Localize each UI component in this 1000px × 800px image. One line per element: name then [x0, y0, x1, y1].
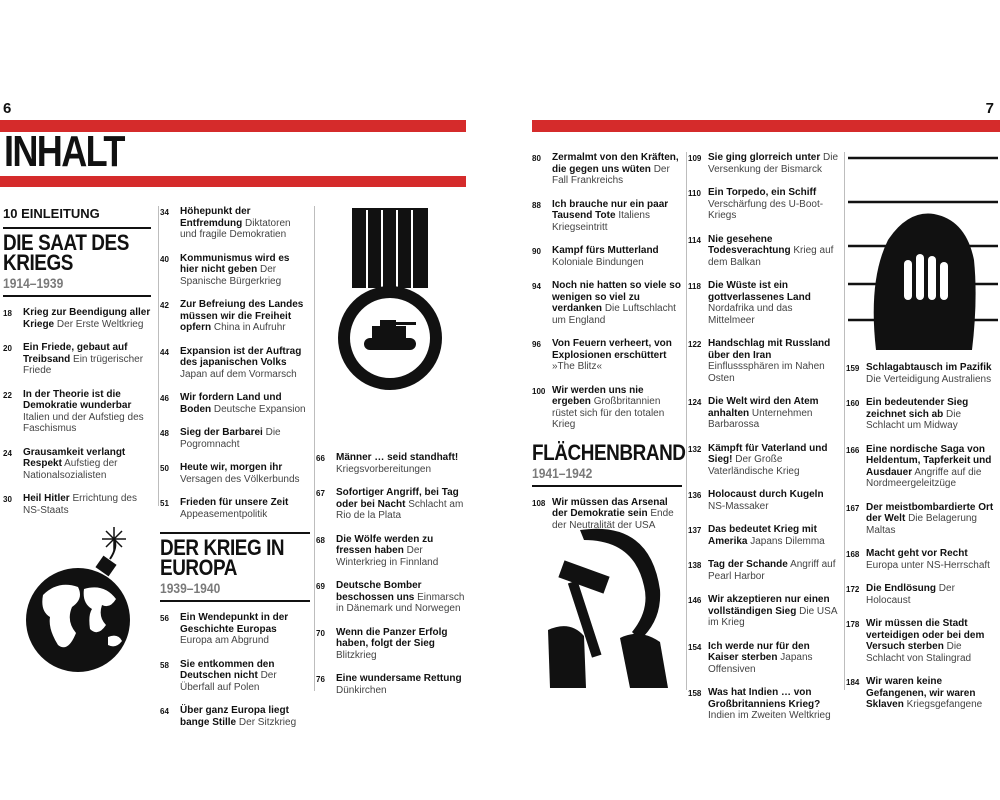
- toc-entry-subtitle: Nordafrika und das Mittelmeer: [708, 303, 793, 326]
- toc-entry-subtitle: Europa unter NS-Herrschaft: [866, 559, 990, 571]
- toc-column-2: [160, 206, 310, 740]
- toc-page-number: 88: [532, 200, 541, 210]
- toc-entry-subtitle: Angriff auf Pearl Harbor: [708, 559, 836, 582]
- toc-page-number: 48: [160, 429, 169, 438]
- toc-entry-title: Kommunismus wird es hier nicht geben: [180, 252, 290, 275]
- toc-page-number: 137: [688, 526, 702, 535]
- toc-page-number: 138: [688, 561, 702, 570]
- toc-page-number: 68: [316, 535, 325, 545]
- toc-entry-title: Von Feuern verheert, von Explosionen erschüttert: [552, 338, 672, 361]
- toc-entry-title: Schlagabtausch im Pazifik: [866, 362, 992, 373]
- toc-page-number: 70: [316, 628, 325, 638]
- toc-page-number: 108: [532, 498, 546, 508]
- toc-entry[interactable]: [846, 502, 996, 537]
- toc-entry-title: Die Wölfe werden zu fressen haben: [336, 533, 434, 556]
- toc-page-number: 44: [160, 347, 169, 357]
- toc-entry[interactable]: [688, 594, 840, 629]
- toc-entry[interactable]: [316, 534, 468, 569]
- top-red-bar-right: [532, 120, 1000, 132]
- toc-entry-subtitle: Italiens Kriegseintritt: [552, 210, 650, 233]
- toc-entry-title: Wir müssen das Arsenal der Demokratie sein: [552, 496, 668, 519]
- toc-entry[interactable]: [3, 389, 151, 435]
- section-rule: [160, 600, 310, 602]
- toc-entry[interactable]: [532, 199, 682, 234]
- toc-entry-title: Höhepunkt der Entfremdung: [180, 206, 251, 229]
- toc-entry-title: Über ganz Europa liegt bange Stille: [180, 705, 289, 728]
- medal-illustration: [330, 208, 450, 398]
- toc-page-number: 46: [160, 394, 169, 403]
- toc-entry-subtitle: Diktatoren und fragile Demokratien: [180, 217, 291, 240]
- toc-entry[interactable]: [688, 152, 840, 175]
- toc-entry[interactable]: [688, 396, 840, 431]
- toc-entry[interactable]: [160, 497, 310, 520]
- toc-page-number: 90: [532, 247, 541, 256]
- toc-entry-subtitle: NS-Massaker: [708, 500, 769, 512]
- toc-entry[interactable]: [688, 443, 840, 478]
- section-rule: [532, 485, 682, 487]
- toc-entry-subtitle: Kriegsgefangene: [906, 699, 983, 710]
- column-divider: [158, 206, 159, 506]
- toc-page-number: 100: [532, 386, 546, 396]
- toc-page-number: 178: [846, 620, 860, 629]
- toc-entry[interactable]: [3, 307, 151, 330]
- toc-entry-subtitle: Die Verteidigung Australiens: [866, 373, 992, 385]
- toc-page-number: 50: [160, 464, 169, 473]
- toc-entry-subtitle: Die Schlacht von Stalingrad: [866, 641, 972, 664]
- toc-entry-subtitle: Aufstieg der Nationalsozialisten: [23, 458, 118, 481]
- toc-entry-subtitle: Einmarsch in Dänemark und Norwegen: [336, 591, 465, 614]
- toc-entry[interactable]: [532, 385, 682, 431]
- toc-entry[interactable]: [160, 346, 310, 381]
- toc-entry-title: Sofortiger Angriff, bei Tag oder bei Nacht: [336, 487, 459, 510]
- toc-entry[interactable]: [688, 187, 840, 222]
- toc-page-number: 110: [688, 189, 701, 198]
- toc-entry[interactable]: [160, 253, 310, 288]
- toc-page-number: 24: [3, 448, 12, 458]
- toc-entry[interactable]: [532, 152, 682, 187]
- toc-entry[interactable]: [688, 338, 840, 384]
- toc-entry-title: Sieg der Barbarei: [180, 427, 263, 438]
- toc-entry[interactable]: [316, 673, 468, 696]
- toc-entry[interactable]: [316, 452, 468, 475]
- section-years: 1939–1940: [160, 580, 221, 596]
- toc-page-number: 18: [3, 309, 12, 318]
- toc-entry-title: Grausamkeit verlangt Respekt: [23, 446, 126, 469]
- toc-page-number: 184: [846, 678, 860, 687]
- toc-entry-title: Ein Friede, gebaut auf Treibsand: [23, 342, 128, 365]
- toc-entry[interactable]: [688, 559, 840, 582]
- toc-entry-title: Heil Hitler: [23, 493, 70, 504]
- toc-entry-title: Noch nie hatten so viele so wenigen so viel zu verdanken: [552, 280, 681, 314]
- toc-page-number: 132: [688, 444, 702, 454]
- toc-entry[interactable]: [688, 234, 840, 269]
- toc-entry-subtitle: Indien im Zweiten Weltkrieg: [708, 710, 831, 721]
- toc-entry-subtitle: Angriffe auf die Nordmeergeleitzüge: [866, 466, 982, 489]
- toc-page-number: 34: [160, 208, 169, 217]
- section-rule: [160, 532, 310, 534]
- barbed-wire-illustration: [848, 150, 998, 350]
- toc-entry-subtitle: Der Spanische Bürgerkrieg: [180, 264, 282, 287]
- toc-entry[interactable]: [532, 245, 682, 268]
- toc-entry-subtitle: Die Luftschlacht um England: [552, 303, 676, 326]
- toc-entry-subtitle: Einflusssphären im Nahen Osten: [708, 361, 825, 384]
- section-title: DER KRIEG IN EUROPA: [160, 535, 285, 580]
- toc-entry-subtitle: Die Schlacht um Midway: [866, 408, 962, 431]
- toc-entry-title: Handschlag mit Russland über den Iran: [708, 338, 831, 361]
- toc-column-4: [532, 152, 686, 543]
- toc-page-number: 146: [688, 596, 702, 605]
- toc-page-number: 22: [3, 390, 12, 400]
- toc-entry-title: Wir fordern Land und Boden: [180, 392, 282, 415]
- toc-entry[interactable]: [688, 641, 840, 676]
- toc-entry-title: Nie gesehene Todesverachtung: [708, 233, 791, 256]
- toc-entry[interactable]: [846, 583, 996, 606]
- toc-entry-subtitle: Ende der Neutralität der USA: [552, 508, 674, 531]
- toc-entry-subtitle: Der Winterkrieg in Finnland: [336, 545, 439, 568]
- toc-entry-subtitle: Die Belagerung Maltas: [866, 513, 977, 536]
- toc-entry-title: Holocaust durch Kugeln: [708, 489, 824, 500]
- toc-entry-subtitle: Dünkirchen: [336, 684, 387, 696]
- right-page-number: 7: [985, 100, 994, 117]
- toc-entry-title: Kampf fürs Mutterland: [552, 245, 659, 256]
- toc-entry-subtitle: Versagen des Völkerbunds: [180, 473, 300, 485]
- toc-entry[interactable]: [160, 427, 310, 450]
- toc-page-number: 40: [160, 254, 169, 264]
- toc-entry[interactable]: [3, 342, 151, 377]
- toc-entry-subtitle: Der Holocaust: [866, 583, 955, 606]
- toc-entry-title: In der Theorie ist die Demokratie wunderbar: [23, 388, 132, 411]
- toc-page-number: 118: [688, 282, 701, 291]
- toc-entry-title: Wenn die Panzer Erfolg haben, folgt der Sieg: [336, 626, 448, 649]
- toc-page-number: 69: [316, 582, 325, 591]
- toc-entry-title: Der meistbombardierte Ort der Welt: [866, 501, 994, 524]
- toc-page-number: 42: [160, 301, 169, 310]
- bomb-globe-illustration: [18, 525, 148, 675]
- toc-page-number: 30: [3, 495, 12, 504]
- toc-entry[interactable]: [688, 489, 840, 512]
- toc-entry[interactable]: [160, 206, 310, 241]
- toc-entry-subtitle: Der Sitzkrieg: [238, 716, 297, 728]
- toc-page-number: 67: [316, 489, 325, 498]
- toc-entry-title: Die Welt wird den Atem anhalten: [708, 396, 819, 419]
- toc-entry[interactable]: [160, 659, 310, 694]
- toc-page-number: 20: [3, 344, 12, 353]
- toc-column-3: [316, 452, 468, 708]
- toc-entry[interactable]: [160, 299, 310, 334]
- toc-entry[interactable]: [316, 487, 468, 522]
- toc-page-number: 66: [316, 454, 325, 463]
- toc-entry[interactable]: [688, 280, 840, 326]
- section-rule: [3, 227, 151, 229]
- toc-entry-subtitle: »The Blitz«: [552, 361, 603, 372]
- toc-page-number: 136: [688, 491, 702, 500]
- intro-link[interactable]: 10 EINLEITUNG: [3, 206, 100, 221]
- toc-entry-title: Eine wundersame Rettung: [336, 673, 462, 684]
- toc-entry-subtitle: Der Überfall auf Polen: [180, 670, 277, 693]
- toc-entry-subtitle: Verschärfung des U-Boot-Kriegs: [708, 198, 824, 221]
- toc-entry[interactable]: [688, 524, 840, 547]
- toc-page-number: 167: [846, 503, 860, 513]
- toc-entry-subtitle: Der Erste Weltkrieg: [56, 318, 144, 330]
- toc-entry-title: Ich brauche nur ein paar Tausend Tote: [552, 198, 669, 221]
- toc-entry-subtitle: Italien und der Aufstieg des Faschismus: [23, 411, 144, 434]
- toc-entry-title: Expansion ist der Auftrag des japanischen Volks: [180, 345, 302, 368]
- toc-entry-title: Wir werden uns nie ergeben: [552, 384, 644, 407]
- toc-page-number: 96: [532, 340, 541, 349]
- toc-entry-title: Zermalmt von den Kräften, die gegen uns wüten: [552, 152, 679, 175]
- toc-entry-title: Ich werde nur für den Kaiser sterben: [708, 640, 810, 663]
- toc-entry-title: Frieden für unsere Zeit: [180, 497, 289, 508]
- toc-page-number: 168: [846, 550, 860, 559]
- toc-entry[interactable]: [3, 493, 151, 516]
- toc-entry[interactable]: [160, 705, 310, 728]
- toc-entry-title: Ein Wendepunkt in der Geschichte Europas: [180, 612, 289, 635]
- toc-entry-subtitle: Unternehmen Barbarossa: [708, 407, 813, 430]
- toc-entry-title: Ein bedeutender Sieg zeichnet sich ab: [866, 397, 969, 420]
- toc-entry-title: Kämpft für Vaterland und Sieg!: [708, 442, 828, 465]
- section-title: FLÄCHENBRAND: [532, 439, 686, 465]
- column-divider: [314, 206, 315, 691]
- toc-page-number: 172: [846, 585, 860, 594]
- column-divider: [844, 152, 845, 690]
- toc-entry[interactable]: [160, 462, 310, 485]
- toc-entry[interactable]: [160, 392, 310, 415]
- toc-entry-title: Wir müssen die Stadt verteidigen oder bei dem Versuch sterben: [866, 618, 985, 652]
- toc-entry-subtitle: Die Pogromnacht: [180, 427, 281, 450]
- toc-entry[interactable]: [846, 548, 996, 571]
- toc-page-number: 58: [160, 660, 169, 670]
- toc-entry-subtitle: Kriegsvorbereitungen: [336, 463, 432, 475]
- toc-entry-subtitle: Schlacht am Rio de la Plata: [336, 498, 464, 521]
- toc-column-1: [3, 206, 151, 528]
- toc-entry-title: Deutsche Bomber beschossen uns: [336, 580, 422, 603]
- toc-entry-subtitle: Koloniale Bindungen: [552, 256, 644, 268]
- column-divider: [686, 152, 687, 690]
- toc-entry-title: Wir akzeptieren nur einen vollständigen Sieg: [708, 594, 830, 617]
- toc-entry-title: Was hat Indien … von Großbritanniens Krieg?: [708, 687, 821, 710]
- toc-entry-subtitle: Krieg auf dem Balkan: [708, 245, 834, 268]
- section-title: DIE SAAT DES KRIEGS: [3, 230, 129, 275]
- toc-entry-title: Tag der Schande: [708, 559, 788, 570]
- toc-entry-subtitle: Die USA im Krieg: [708, 605, 837, 628]
- toc-page-number: 56: [160, 614, 169, 623]
- section-years: 1914–1939: [3, 275, 64, 291]
- toc-entry[interactable]: [160, 612, 310, 647]
- toc-entry-subtitle: Japans Dilemma: [750, 535, 825, 547]
- toc-entry-title: Krieg zur Beendigung aller Kriege: [23, 307, 151, 330]
- toc-entry[interactable]: [532, 338, 682, 373]
- toc-page-number: 76: [316, 675, 325, 684]
- toc-entry-title: Die Wüste ist ein gottverlassenes Land: [708, 280, 811, 303]
- toc-entry-subtitle: Der Fall Frankreichs: [552, 163, 670, 186]
- left-page-number: 6: [3, 100, 12, 117]
- toc-page-number: 109: [688, 154, 702, 163]
- toc-page-number: 122: [688, 340, 702, 349]
- toc-entry-title: Zur Befreiung des Landes müssen wir die Freiheit opfern: [180, 299, 304, 333]
- toc-page-number: 159: [846, 364, 860, 373]
- toc-entry-subtitle: Deutsche Expansion: [213, 403, 306, 415]
- toc-entry[interactable]: [846, 362, 996, 385]
- toc-entry-subtitle: Der Große Vaterländische Krieg: [708, 454, 800, 477]
- toc-entry[interactable]: [3, 447, 151, 482]
- toc-entry-subtitle: Japans Offensiven: [708, 652, 813, 675]
- toc-entry-subtitle: Appeasementpolitik: [180, 508, 268, 520]
- toc-page-number: 94: [532, 282, 541, 291]
- toc-entry[interactable]: [846, 444, 996, 490]
- toc-entry[interactable]: [846, 397, 996, 432]
- toc-entry[interactable]: [688, 687, 840, 722]
- toc-column-5: [688, 152, 840, 734]
- toc-entry-title: Ein Torpedo, ein Schiff: [708, 187, 817, 198]
- toc-entry[interactable]: [316, 627, 468, 662]
- section-rule: [3, 295, 151, 297]
- toc-entry-subtitle: China in Aufruhr: [213, 322, 286, 333]
- toc-entry-title: Männer … seid standhaft!: [336, 452, 459, 463]
- toc-page-number: 64: [160, 707, 169, 716]
- toc-entry-subtitle: Großbritannien rüstet sich für den totalen Krieg: [552, 396, 665, 430]
- toc-page-number: 114: [688, 235, 701, 245]
- toc-entry-title: Eine nordische Saga von Heldentum, Tapferkeit und Ausdauer: [866, 443, 992, 478]
- toc-page-number: 160: [846, 399, 860, 408]
- toc-entry-title: Die Endlösung: [866, 583, 936, 594]
- toc-entry-title: Wir waren keine Gefangenen, wir waren Sklaven: [866, 676, 976, 710]
- toc-entry-title: Heute wir, morgen ihr: [180, 462, 283, 473]
- toc-entry[interactable]: [316, 580, 468, 615]
- toc-entry[interactable]: [532, 280, 682, 326]
- section-years: 1941–1942: [532, 464, 593, 481]
- hammer-sickle-illustration: [540, 510, 680, 690]
- toc-entry-title: Macht geht vor Recht: [866, 548, 968, 559]
- toc-entry-subtitle: Errichtung des NS-Staats: [23, 493, 137, 516]
- toc-entry-title: Sie entkommen den Deutschen nicht: [180, 658, 275, 681]
- toc-page-number: 51: [160, 499, 169, 508]
- toc-entry[interactable]: [846, 618, 996, 664]
- toc-page-number: 80: [532, 154, 541, 163]
- toc-page-number: 158: [688, 689, 702, 698]
- page-title: INHALT: [4, 127, 124, 176]
- toc-entry-subtitle: Europa am Abgrund: [180, 635, 269, 646]
- toc-page-number: 166: [846, 445, 860, 455]
- toc-page-number: 154: [688, 642, 702, 652]
- toc-entry-subtitle: Japan auf dem Vormarsch: [180, 368, 297, 380]
- toc-entry-subtitle: Die Versenkung der Bismarck: [708, 152, 839, 175]
- toc-entry-subtitle: Blitzkrieg: [336, 649, 377, 661]
- title-red-bar: [0, 176, 466, 187]
- toc-entry[interactable]: [846, 676, 996, 711]
- toc-column-6: [846, 362, 996, 723]
- toc-entry-title: Sie ging glorreich unter: [708, 152, 821, 163]
- toc-entry-title: Das bedeutet Krieg mit Amerika: [708, 524, 817, 547]
- toc-entry-subtitle: Ein trügerischer Friede: [23, 353, 144, 376]
- toc-page-number: 124: [688, 398, 702, 407]
